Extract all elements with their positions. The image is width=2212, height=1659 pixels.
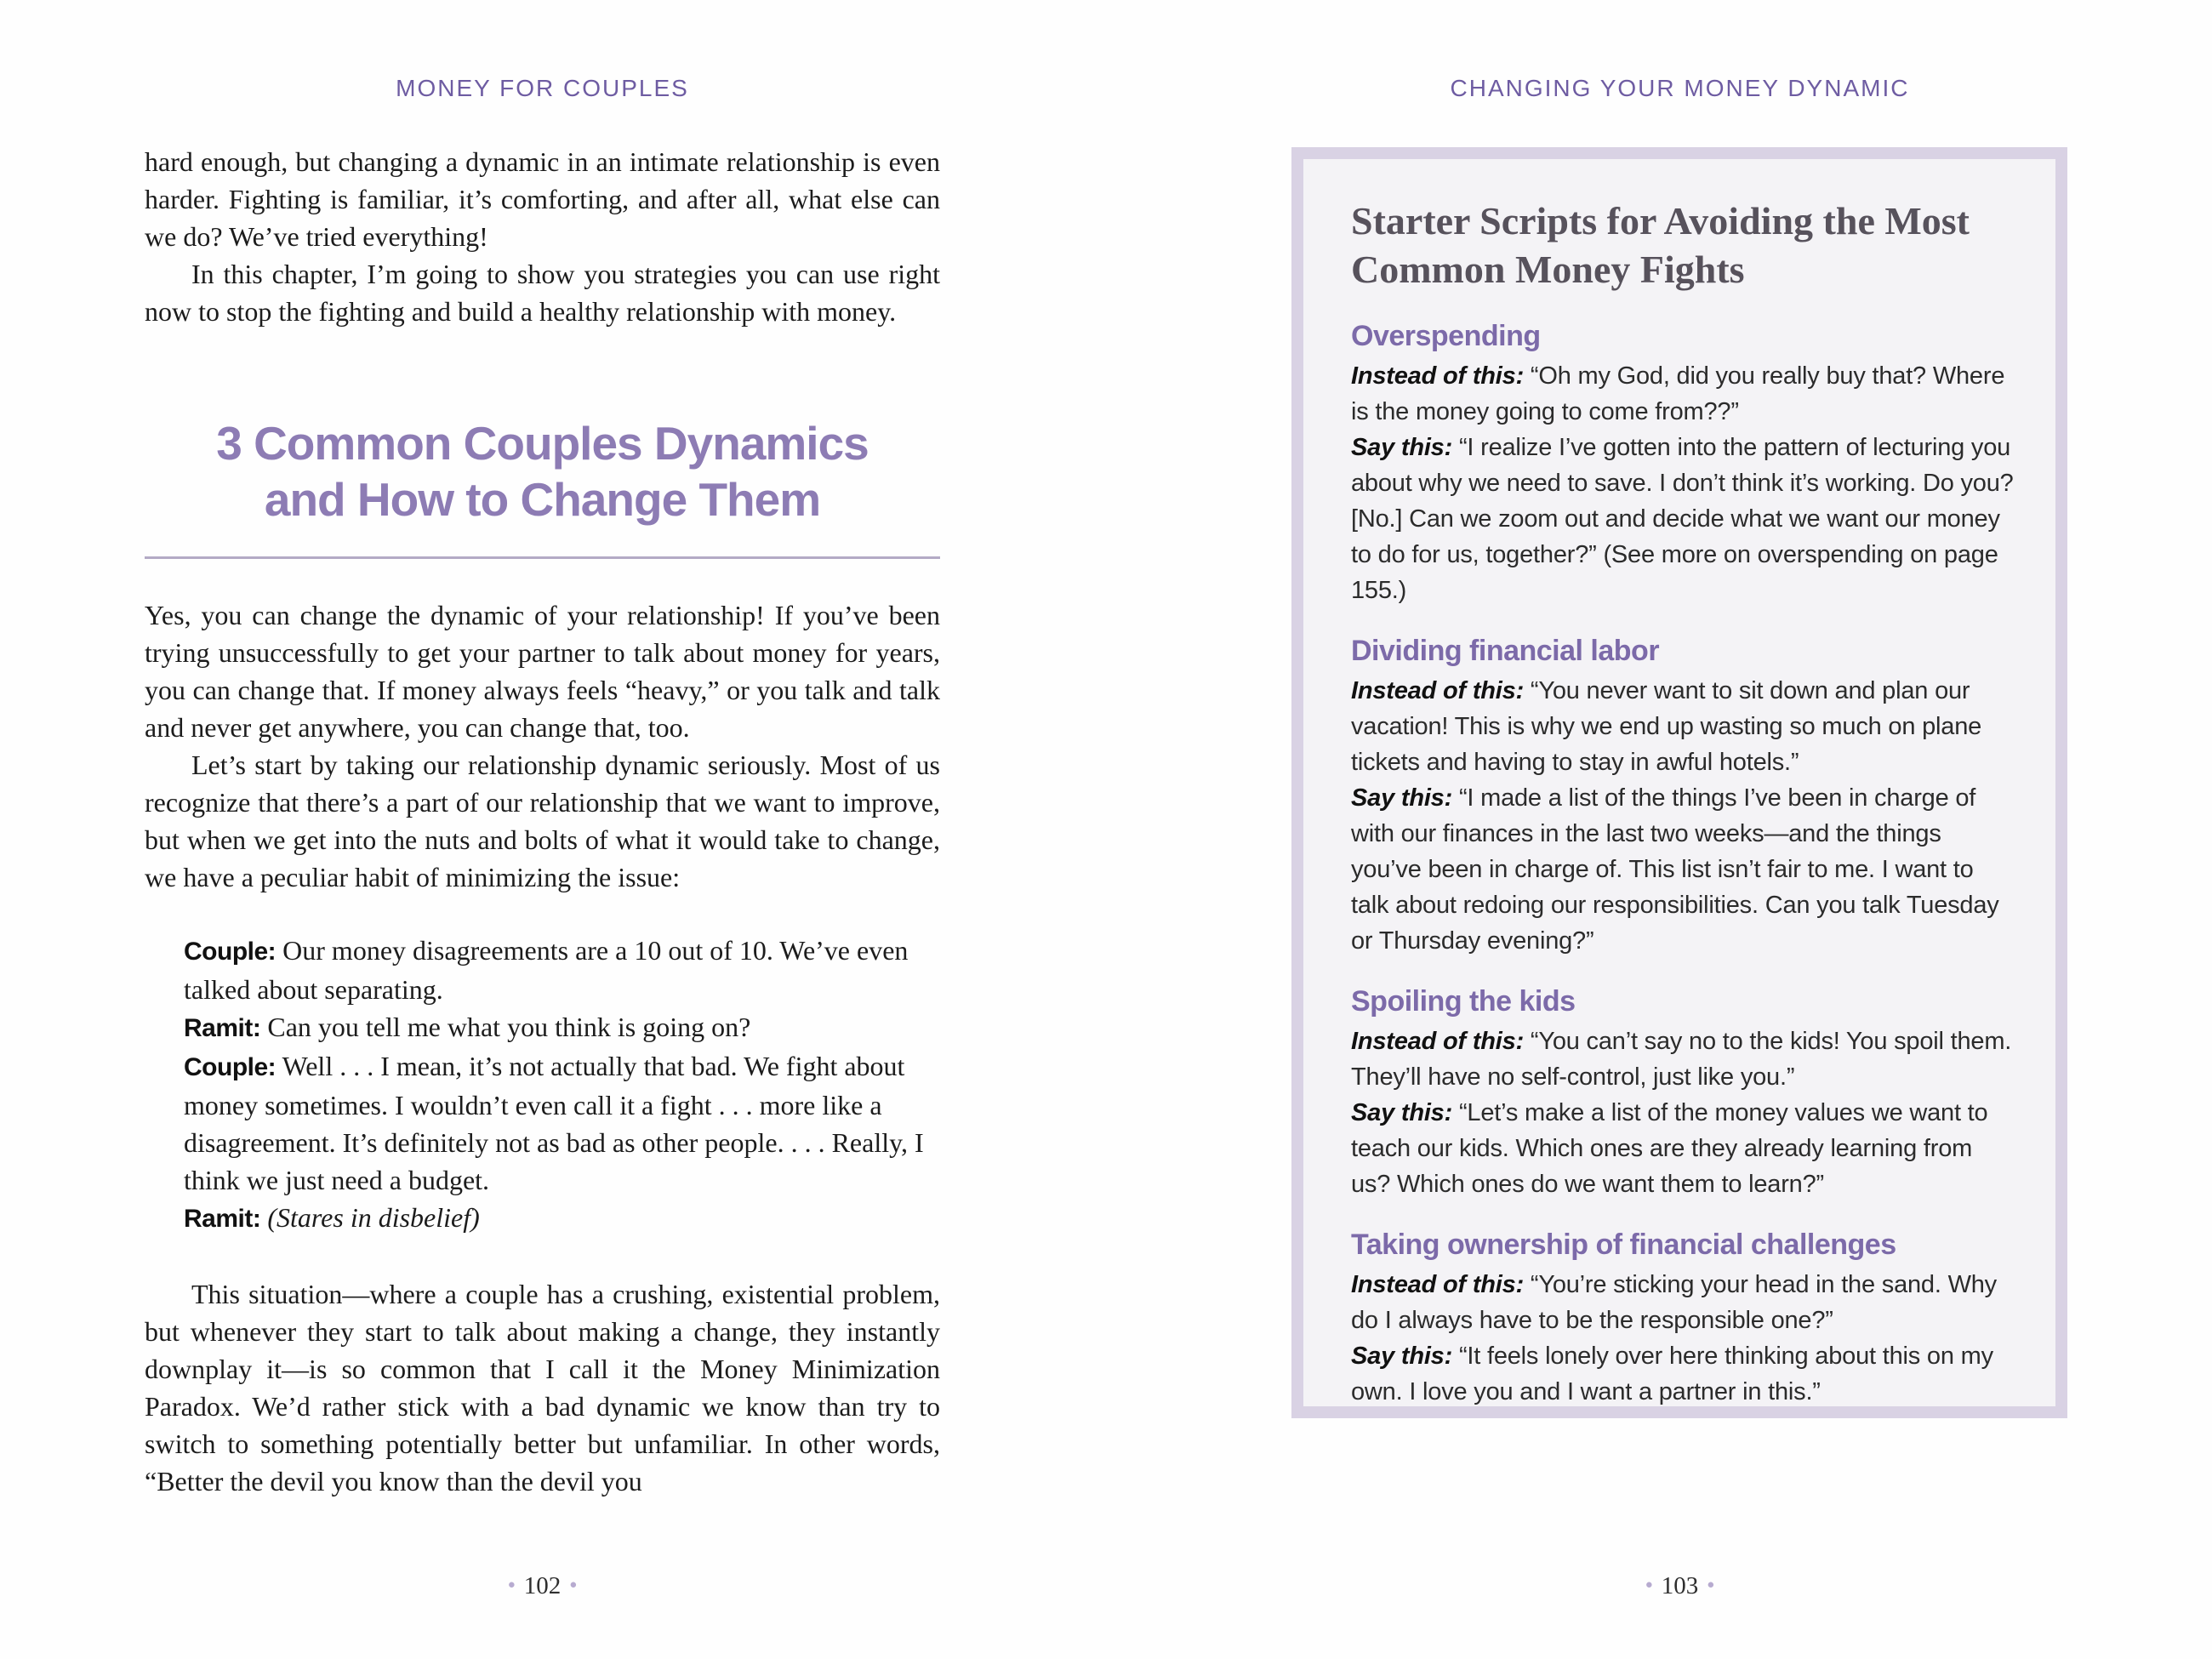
box-section-heading: Spoiling the kids [1351,985,1576,1018]
paragraph: In this chapter, I’m going to show you strategies you can use right now to stop the fighting and build a healthy relationship with money. [145,259,940,327]
dialogue-line [184,1047,940,1199]
instead-paragraph [1351,673,2015,780]
page-number-value: 103 [1661,1572,1699,1599]
dialogue-speaker: Couple: [184,1053,276,1081]
dialogue-line [184,932,940,1008]
page-number-value: 102 [523,1572,562,1599]
paragraph: Let’s start by taking our relationship dynamic seriously. Most of us recognize that there’s a part of our relationship that we want to improve, but when we get into the nuts and bolts of what it would take to change, we have a peculiar habit of minimizing the issue: [145,750,940,892]
running-head-right: CHANGING YOUR MONEY DYNAMIC [1450,75,1910,101]
dialogue-speaker: Ramit: [184,1205,261,1233]
dialogue-line [184,1199,940,1238]
say-text: “Let’s make a list of the money values we want to teach our kids. Which ones are they already learning from us? Which ones do we want them to learn?” [1351,1099,1988,1198]
instead-text: “You can’t say no to the kids! You spoil them. They’ll have no self-control, just like you.” [1351,1028,2012,1091]
paragraph: This situation—where a couple has a crushing, existential problem, but whenever they start to talk about making a change, they instantly downplay it—is so common that I call it the Money Minimization Paradox. We’d rather stick with a bad dynamic we know than try to switch to something potentially better but unfamiliar. In other words, “Better the devil you know than the devil you [145,1279,940,1497]
chapter-heading [145,415,940,527]
instead-label: Instead of this: [1351,1271,1525,1298]
say-text: “It feels lonely over here thinking about this on my own. I love you and I want a partner in this.” [1351,1343,1993,1405]
say-paragraph [1351,1338,2015,1410]
say-paragraph [1351,780,2015,959]
starter-scripts-box [1291,147,2067,1418]
paragraph: hard enough, but changing a dynamic in an intimate relationship is even harder. Fighting is familiar, it’s comforting, and after all, what else can we do? We’ve tried everything! [145,146,940,252]
say-text: “I made a list of the things I’ve been in charge of with our finances in the last two weeks—and the things you’ve been in charge of. This list isn’t fair to me. I want to talk about redoing our responsibilities. Can you talk Tuesday or Thursday evening?” [1351,784,1999,955]
left-page-body [145,143,940,1500]
chapter-heading-line1: 3 Common Couples Dynamics [216,417,869,470]
say-label: Say this: [1351,1099,1453,1126]
running-head-left: MONEY FOR COUPLES [396,75,689,101]
say-paragraph [1351,1095,2015,1202]
instead-text: “Oh my God, did you really buy that? Where is the money going to come from??” [1351,362,2005,425]
instead-label: Instead of this: [1351,1028,1525,1055]
chapter-heading-line2: and How to Change Them [264,473,821,526]
say-text: “I realize I’ve gotten into the pattern of lecturing you about why we need to save. I don’t think it’s working. Do you? [No.] Can we zoom out and decide what we want our money to do for us, together?” (See more on overspending on page 155.) [1351,434,2014,604]
page-number-left [145,1572,940,1600]
dialogue-text: Can you tell me what you think is going on? [267,1012,751,1042]
instead-text: “You’re sticking your head in the sand. Why do I always have to be the responsible one?” [1351,1271,1997,1334]
dialogue-line [184,1008,940,1047]
say-label: Say this: [1351,434,1453,461]
dialogue-speaker: Couple: [184,938,276,966]
page-number-dot: ● [569,1578,578,1592]
box-section-heading: Dividing financial labor [1351,635,1660,667]
box-title: Starter Scripts for Avoiding the Most Common Money Fights [1351,199,1970,291]
page-number-dot: ● [1707,1578,1715,1592]
starter-scripts-box-content [1303,159,2055,1410]
dialogue-text: Well . . . I mean, it’s not actually that bad. We fight about money sometimes. I wouldn’t even call it a fight . . . more like a disagreement. It’s definitely not as bad as other people. . . . Really, I think we just need a budget. [184,1051,924,1195]
say-label: Say this: [1351,784,1453,812]
dialogue-stage-direction: (Stares in disbelief) [267,1202,480,1233]
say-label: Say this: [1351,1343,1453,1370]
dialogue-text: Our money disagreements are a 10 out of 10. We’ve even talked about separating. [184,935,909,1005]
instead-label: Instead of this: [1351,677,1525,704]
say-paragraph [1351,430,2015,608]
box-section-heading: Overspending [1351,320,1541,352]
page-number-dot: ● [507,1578,516,1592]
instead-paragraph [1351,1267,2015,1338]
dialogue-speaker: Ramit: [184,1014,261,1042]
paragraph: Yes, you can change the dynamic of your relationship! If you’ve been trying unsuccessfully to get your partner to talk about money for years, you can change that. If money always feels “heavy,” or you talk and talk and never get anywhere, you can change that, too. [145,600,940,743]
instead-paragraph [1351,358,2015,430]
instead-text: “You never want to sit down and plan our vacation! This is why we end up wasting so much on plane tickets and having to stay in awful hotels.” [1351,677,1982,776]
instead-paragraph [1351,1023,2015,1095]
dialogue-block [184,932,940,1238]
page-number-right [1282,1572,2078,1600]
page-number-dot: ● [1645,1578,1653,1592]
instead-label: Instead of this: [1351,362,1525,390]
heading-rule [145,556,940,559]
box-section-heading: Taking ownership of financial challenges [1351,1229,1896,1261]
